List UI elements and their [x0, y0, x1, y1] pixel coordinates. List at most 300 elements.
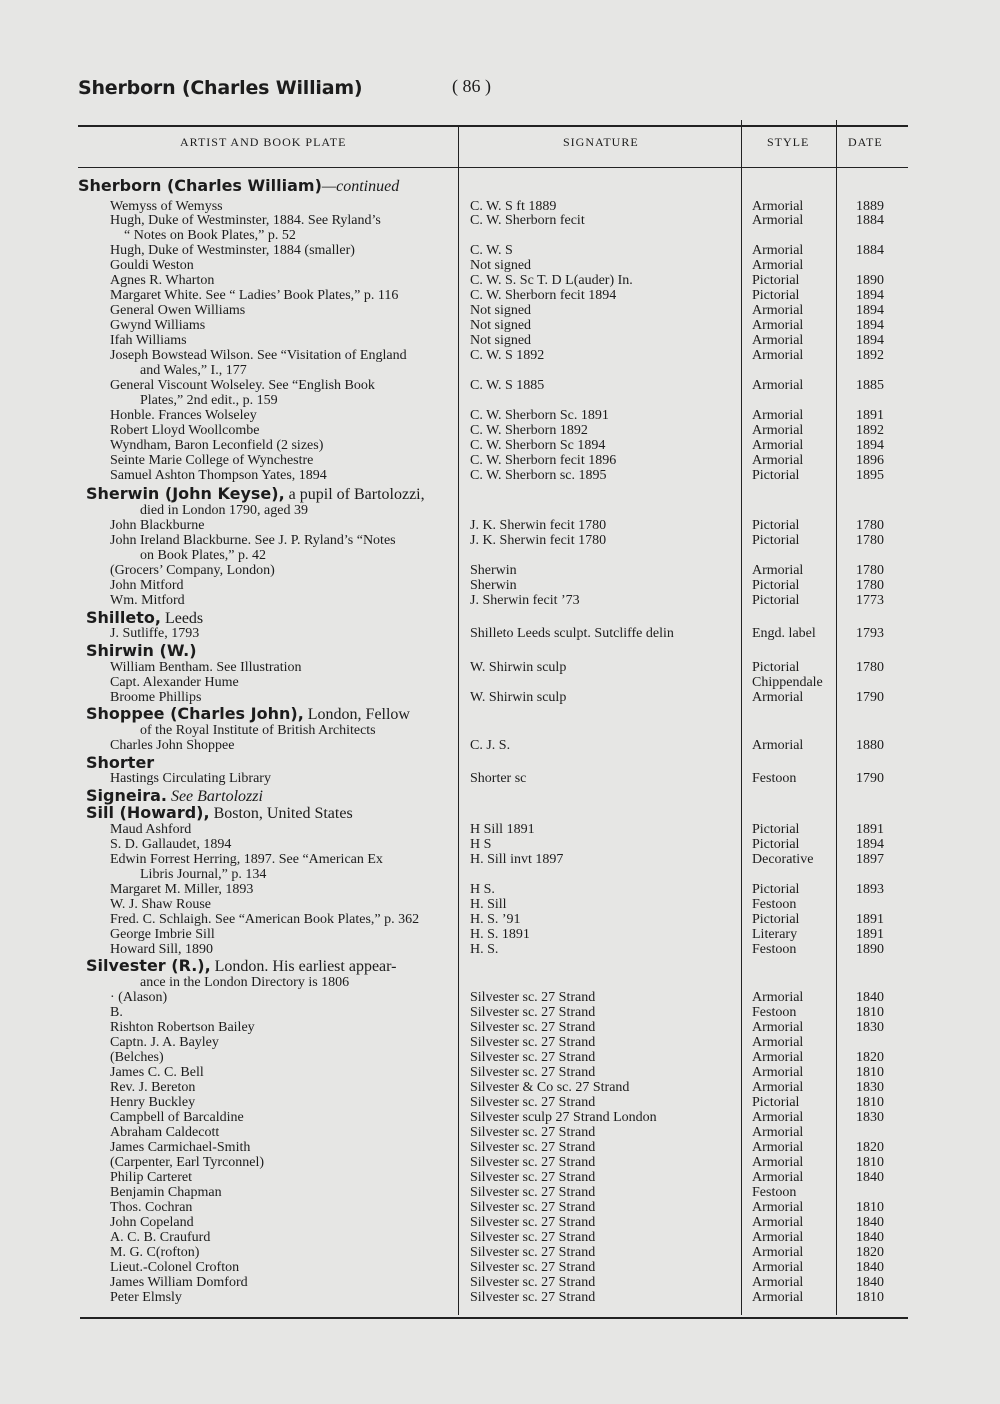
entry-text: Edwin Forrest Herring, 1897. See “American Ex	[110, 852, 383, 867]
date-cell: 1810	[856, 1155, 884, 1170]
entry-note: Leeds	[160, 610, 204, 627]
signature-cell: Silvester sc. 27 Strand	[470, 1125, 596, 1140]
entry-text: George Imbrie Sill	[110, 927, 215, 942]
column-header-signature: SIGNATURE	[563, 135, 639, 149]
date-cell: 1895	[856, 468, 884, 483]
plate-name	[110, 1290, 182, 1306]
date-cell: 1894	[856, 333, 884, 348]
signature-cell: C. W. S 1885	[470, 378, 545, 393]
plate-name	[140, 503, 308, 519]
style-cell: Festoon	[752, 1185, 797, 1200]
signature-cell: Not signed	[470, 318, 532, 333]
signature-cell: Silvester sc. 27 Strand	[470, 1215, 596, 1230]
entry-text: S. D. Gallaudet, 1894	[110, 837, 232, 852]
style-cell: Engd. label	[752, 626, 816, 641]
date-cell: 1840	[856, 990, 884, 1005]
table-row	[0, 771, 1000, 787]
entry-text: Joseph Bowstead Wilson. See “Visitation of England	[110, 348, 407, 363]
table-row	[0, 1050, 1000, 1066]
date-cell: 1820	[856, 1245, 884, 1260]
entry-text: Hastings Circulating Library	[110, 771, 271, 786]
style-cell: Armorial	[752, 423, 804, 438]
signature-cell: Silvester sc. 27 Strand	[470, 990, 596, 1005]
entry-text: John Copeland	[110, 1215, 194, 1230]
date-cell: 1840	[856, 1170, 884, 1185]
signature-cell: H. Sill invt 1897	[470, 852, 564, 867]
signature-cell: H S	[470, 837, 492, 852]
table-bottom-rule	[80, 1317, 908, 1319]
table-row	[0, 1035, 1000, 1051]
plate-name	[110, 1110, 244, 1126]
plate-name	[110, 318, 205, 334]
table-row	[0, 805, 1000, 821]
date-cell: 1810	[856, 1065, 884, 1080]
entry-text: Sherwin (John Keyse),	[86, 484, 285, 503]
entry-text: Charles John Shoppee	[110, 738, 235, 753]
table-row	[0, 626, 1000, 642]
style-cell: Armorial	[752, 990, 804, 1005]
signature-cell: Silvester sc. 27 Strand	[470, 1050, 596, 1065]
plate-name	[110, 897, 211, 913]
style-cell: Armorial	[752, 738, 804, 753]
table-row	[0, 1080, 1000, 1096]
style-cell: Armorial	[752, 1020, 804, 1035]
entry-text: Lieut.-Colonel Crofton	[110, 1260, 240, 1275]
signature-cell: Silvester sc. 27 Strand	[470, 1005, 596, 1020]
table-row	[0, 348, 1000, 364]
style-cell: Pictorial	[752, 837, 800, 852]
plate-name	[110, 423, 259, 439]
table-row	[0, 486, 1000, 502]
signature-cell: H S.	[470, 882, 495, 897]
signature-cell: Silvester sc. 27 Strand	[470, 1275, 596, 1290]
date-cell: 1810	[856, 1290, 884, 1305]
style-cell: Pictorial	[752, 533, 800, 548]
table-row	[0, 1245, 1000, 1261]
signature-cell: W. Shirwin sculp	[470, 660, 567, 675]
table-row	[0, 738, 1000, 754]
artist-heading	[86, 706, 410, 723]
signature-cell: Not signed	[470, 258, 532, 273]
table-row	[0, 1020, 1000, 1036]
artist-heading	[78, 178, 399, 195]
entry-text: James William Domford	[110, 1275, 248, 1290]
date-cell: 1840	[856, 1260, 884, 1275]
date-cell: 1840	[856, 1230, 884, 1245]
artist-heading	[86, 805, 353, 822]
table-row	[0, 788, 1000, 804]
date-cell: 1773	[856, 593, 884, 608]
table-row	[0, 675, 1000, 691]
plate-name	[110, 1005, 123, 1021]
entry-text: ance in the London Directory is 1806	[140, 975, 350, 990]
table-row	[0, 453, 1000, 469]
table-row	[0, 1095, 1000, 1111]
entry-text: Margaret White. See “ Ladies’ Book Plates,” p. 116	[110, 288, 399, 303]
style-cell: Armorial	[752, 1125, 804, 1140]
entry-text: · (Alason)	[110, 990, 168, 1005]
table-row	[0, 1125, 1000, 1141]
style-cell: Pictorial	[752, 660, 800, 675]
table-row	[0, 927, 1000, 943]
signature-cell: J. K. Sherwin fecit 1780	[470, 518, 607, 533]
style-cell: Festoon	[752, 942, 797, 957]
style-cell: Pictorial	[752, 593, 800, 608]
entry-text: Howard Sill, 1890	[110, 942, 214, 957]
date-cell: 1880	[856, 738, 884, 753]
entry-text: Shoppee (Charles John),	[86, 704, 304, 723]
date-cell: 1892	[856, 348, 884, 363]
table-row	[0, 1290, 1000, 1306]
signature-cell: Not signed	[470, 333, 532, 348]
entry-text: Capt. Alexander Hume	[110, 675, 239, 690]
plate-name	[110, 882, 253, 898]
plate-name	[110, 675, 239, 691]
plate-name	[110, 771, 271, 787]
date-cell: 1891	[856, 408, 884, 423]
table-row	[0, 610, 1000, 626]
table-row	[0, 563, 1000, 579]
plate-name	[110, 533, 396, 549]
entry-note: See Bartolozzi	[166, 788, 263, 805]
entry-text: Benjamin Chapman	[110, 1185, 222, 1200]
entry-text: and Wales,” I., 177	[140, 363, 247, 378]
table-row	[0, 318, 1000, 334]
entry-text: Shorter	[86, 753, 155, 772]
plate-name	[110, 563, 275, 579]
entry-text: Hugh, Duke of Westminster, 1884 (smaller)	[110, 243, 355, 258]
page-title: Sherborn (Charles William)	[78, 77, 363, 99]
signature-cell: Silvester sc. 27 Strand	[470, 1260, 596, 1275]
style-cell: Armorial	[752, 348, 804, 363]
plate-name	[110, 1140, 250, 1156]
table-row	[0, 867, 1000, 883]
column-header-artist: ARTIST AND BOOK PLATE	[180, 135, 347, 149]
plate-name	[110, 1260, 239, 1276]
table-row	[0, 706, 1000, 722]
table-row	[0, 1170, 1000, 1186]
date-cell: 1884	[856, 213, 884, 228]
date-cell: 1884	[856, 243, 884, 258]
table-row	[0, 837, 1000, 853]
plate-name	[110, 1230, 210, 1246]
table-row	[0, 822, 1000, 838]
style-cell: Armorial	[752, 1230, 804, 1245]
entry-text: on Book Plates,” p. 42	[140, 548, 266, 563]
entry-text: Signeira.	[86, 786, 167, 805]
date-cell: 1890	[856, 942, 884, 957]
date-cell: 1780	[856, 660, 884, 675]
signature-cell: Silvester sc. 27 Strand	[470, 1230, 596, 1245]
plate-name	[110, 1215, 194, 1231]
page-number: ( 86 )	[452, 76, 491, 96]
plate-name	[110, 927, 215, 943]
date-cell: 1840	[856, 1215, 884, 1230]
signature-cell: Silvester & Co sc. 27 Strand	[470, 1080, 630, 1095]
entry-text: John Blackburne	[110, 518, 205, 533]
table-row	[0, 243, 1000, 259]
table-row	[0, 1110, 1000, 1126]
signature-cell: Silvester sc. 27 Strand	[470, 1170, 596, 1185]
date-cell: 1780	[856, 533, 884, 548]
plate-name	[110, 912, 419, 928]
table-row	[0, 333, 1000, 349]
style-cell: Armorial	[752, 199, 804, 214]
entry-text: James C. C. Bell	[110, 1065, 204, 1080]
entry-text: (Belches)	[110, 1050, 164, 1065]
plate-name	[110, 1035, 219, 1051]
style-cell: Armorial	[752, 1275, 804, 1290]
entry-text: Broome Phillips	[110, 690, 202, 705]
plate-name	[124, 228, 296, 244]
signature-cell: Silvester sc. 27 Strand	[470, 1065, 596, 1080]
signature-cell: C. J. S.	[470, 738, 511, 753]
signature-cell: Silvester sc. 27 Strand	[470, 1185, 596, 1200]
entry-note: —continued	[321, 178, 400, 195]
plate-name	[110, 1020, 255, 1036]
style-cell: Festoon	[752, 897, 797, 912]
signature-cell: Sherwin	[470, 578, 517, 593]
entry-text: died in London 1790, aged 39	[140, 503, 308, 518]
entry-text: Rev. J. Bereton	[110, 1080, 196, 1095]
style-cell: Literary	[752, 927, 798, 942]
plate-name	[110, 1095, 195, 1111]
entry-text: of the Royal Institute of British Architects	[140, 723, 376, 738]
style-cell: Festoon	[752, 771, 797, 786]
style-cell: Armorial	[752, 690, 804, 705]
signature-cell: H. Sill	[470, 897, 507, 912]
style-cell: Armorial	[752, 333, 804, 348]
signature-cell: Silvester sc. 27 Strand	[470, 1140, 596, 1155]
date-cell: 1896	[856, 453, 884, 468]
plate-name	[110, 213, 381, 229]
plate-name	[110, 1245, 199, 1261]
entry-text: A. C. B. Craufurd	[110, 1230, 211, 1245]
date-cell: 1894	[856, 288, 884, 303]
style-cell: Pictorial	[752, 578, 800, 593]
style-cell: Armorial	[752, 1245, 804, 1260]
artist-heading	[86, 486, 425, 503]
style-cell: Armorial	[752, 1215, 804, 1230]
table-row	[0, 975, 1000, 991]
plate-name	[140, 548, 266, 564]
style-cell: Pictorial	[752, 273, 800, 288]
plate-name	[110, 453, 313, 469]
date-cell: 1810	[856, 1005, 884, 1020]
date-cell: 1793	[856, 626, 884, 641]
table-row	[0, 852, 1000, 868]
entry-text: Fred. C. Schlaigh. See “American Book Plates,” p. 362	[110, 912, 420, 927]
date-cell: 1790	[856, 690, 884, 705]
date-cell: 1893	[856, 882, 884, 897]
style-cell: Armorial	[752, 563, 804, 578]
style-cell: Armorial	[752, 1260, 804, 1275]
table-row	[0, 288, 1000, 304]
entry-text: (Grocers’ Company, London)	[110, 563, 275, 578]
entry-text: Samuel Ashton Thompson Yates, 1894	[110, 468, 327, 483]
signature-cell: Silvester sc. 27 Strand	[470, 1290, 596, 1305]
entry-text: B.	[110, 1005, 123, 1020]
artist-heading	[86, 610, 203, 627]
table-row	[0, 958, 1000, 974]
date-cell: 1889	[856, 199, 884, 214]
signature-cell: C. W. Sherborn fecit 1894	[470, 288, 617, 303]
table-row	[0, 1215, 1000, 1231]
date-cell: 1894	[856, 837, 884, 852]
plate-name	[110, 273, 214, 289]
plate-name	[110, 626, 199, 642]
plate-name	[110, 303, 245, 319]
entry-text: Sill (Howard),	[86, 803, 210, 822]
date-cell: 1892	[856, 423, 884, 438]
table-row	[0, 213, 1000, 229]
signature-cell: C. W. Sherborn Sc. 1891	[470, 408, 609, 423]
plate-name	[110, 408, 257, 424]
table-row	[0, 578, 1000, 594]
style-cell: Chippendale	[752, 675, 823, 690]
table-row	[0, 1005, 1000, 1021]
table-row	[0, 423, 1000, 439]
style-cell: Armorial	[752, 303, 804, 318]
style-cell: Armorial	[752, 1200, 804, 1215]
plate-name	[110, 378, 375, 394]
entry-text: Philip Carteret	[110, 1170, 193, 1185]
signature-cell: Silvester sc. 27 Strand	[470, 1035, 596, 1050]
table-row	[0, 503, 1000, 519]
style-cell: Armorial	[752, 1035, 804, 1050]
style-cell: Festoon	[752, 1005, 797, 1020]
signature-cell: W. Shirwin sculp	[470, 690, 567, 705]
table-row	[0, 1275, 1000, 1291]
plate-name	[110, 333, 187, 349]
entry-text: Gouldi Weston	[110, 258, 194, 273]
style-cell: Pictorial	[752, 288, 800, 303]
plate-name	[110, 1050, 164, 1066]
table-row	[0, 1260, 1000, 1276]
style-cell: Armorial	[752, 1050, 804, 1065]
signature-cell: C. W. Sherborn fecit 1896	[470, 453, 617, 468]
table-row	[0, 378, 1000, 394]
table-row	[0, 1230, 1000, 1246]
signature-cell: Silvester sc. 27 Strand	[470, 1200, 596, 1215]
style-cell: Decorative	[752, 852, 814, 867]
table-row	[0, 1140, 1000, 1156]
table-row	[0, 882, 1000, 898]
signature-cell: Sherwin	[470, 563, 517, 578]
style-cell: Pictorial	[752, 882, 800, 897]
entry-text: Plates,” 2nd edit., p. 159	[140, 393, 278, 408]
header-top-rule	[78, 125, 908, 127]
plate-name	[110, 852, 383, 868]
plate-name	[110, 288, 398, 304]
entry-text: Henry Buckley	[110, 1095, 196, 1110]
signature-cell: C. W. S	[470, 243, 513, 258]
entry-note: London, Fellow	[303, 706, 410, 723]
table-row	[0, 755, 1000, 771]
style-cell: Armorial	[752, 1170, 804, 1185]
style-cell: Armorial	[752, 1155, 804, 1170]
table-row	[0, 1200, 1000, 1216]
plate-name	[110, 578, 184, 594]
style-cell: Armorial	[752, 1065, 804, 1080]
date-cell: 1891	[856, 927, 884, 942]
entry-note: a pupil of Bartolozzi,	[284, 486, 425, 503]
plate-name	[140, 393, 278, 409]
signature-cell: C. W. Sherborn Sc 1894	[470, 438, 606, 453]
signature-cell: C. W. Sherborn fecit	[470, 213, 585, 228]
entry-text: J. Sutliffe, 1793	[110, 626, 200, 641]
table-row	[0, 548, 1000, 564]
table-row	[0, 723, 1000, 739]
style-cell: Pictorial	[752, 1095, 800, 1110]
date-cell: 1820	[856, 1050, 884, 1065]
entry-text: W. J. Shaw Rouse	[110, 897, 211, 912]
style-cell: Pictorial	[752, 822, 800, 837]
plate-name	[110, 1200, 192, 1216]
style-cell: Armorial	[752, 378, 804, 393]
date-cell: 1897	[856, 852, 884, 867]
date-cell: 1830	[856, 1020, 884, 1035]
plate-name	[110, 1275, 248, 1291]
entry-text: Sherborn (Charles William)	[78, 176, 322, 195]
entry-text: Ifah Williams	[110, 333, 187, 348]
signature-cell: H. S. 1891	[470, 927, 530, 942]
date-cell: 1830	[856, 1080, 884, 1095]
artist-heading	[86, 755, 154, 771]
entry-text: William Bentham. See Illustration	[110, 660, 302, 675]
date-cell: 1820	[856, 1140, 884, 1155]
plate-name	[110, 593, 185, 609]
plate-name	[110, 258, 194, 274]
entry-text: Peter Elmsly	[110, 1290, 182, 1305]
entry-text: General Owen Williams	[110, 303, 246, 318]
plate-name	[110, 518, 204, 534]
entry-text: Captn. J. A. Bayley	[110, 1035, 219, 1050]
plate-name	[110, 1065, 204, 1081]
date-cell: 1790	[856, 771, 884, 786]
signature-cell: Silvester sc. 27 Strand	[470, 1245, 596, 1260]
header-bottom-rule	[78, 167, 908, 168]
entry-text: Rishton Robertson Bailey	[110, 1020, 255, 1035]
entry-text: General Viscount Wolseley. See “English Book	[110, 378, 375, 393]
entry-text: Gwynd Williams	[110, 318, 206, 333]
style-cell: Armorial	[752, 1140, 804, 1155]
plate-name	[110, 837, 231, 853]
plate-name	[110, 1185, 222, 1201]
signature-cell: Silvester sculp 27 Strand London	[470, 1110, 657, 1125]
date-cell: 1894	[856, 318, 884, 333]
plate-name	[110, 822, 191, 838]
entry-text: Thos. Cochran	[110, 1200, 193, 1215]
table-row	[0, 643, 1000, 659]
style-cell: Armorial	[752, 213, 804, 228]
plate-name	[140, 867, 266, 883]
style-cell: Armorial	[752, 258, 804, 273]
date-cell: 1894	[856, 438, 884, 453]
entry-text: Margaret M. Miller, 1893	[110, 882, 254, 897]
signature-cell: J. K. Sherwin fecit 1780	[470, 533, 607, 548]
plate-name	[110, 1155, 264, 1171]
entry-text: “ Notes on Book Plates,” p. 52	[124, 228, 296, 243]
column-header-date: DATE	[848, 135, 883, 149]
style-cell: Pictorial	[752, 518, 800, 533]
entry-text: Robert Lloyd Woollcombe	[110, 423, 260, 438]
entry-text: Honble. Frances Wolseley	[110, 408, 257, 423]
artist-heading	[86, 958, 397, 975]
style-cell: Pictorial	[752, 468, 800, 483]
signature-cell: H Sill 1891	[470, 822, 535, 837]
date-cell: 1890	[856, 273, 884, 288]
